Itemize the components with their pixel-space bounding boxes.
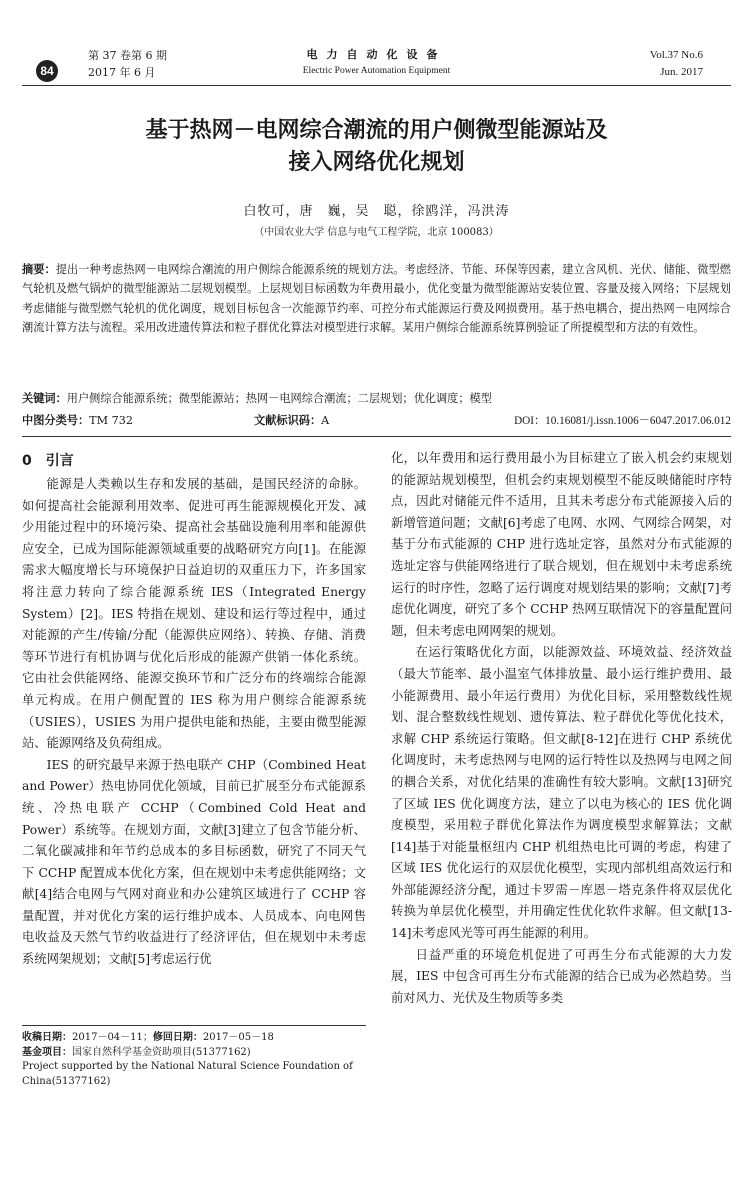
fund-line (22, 1046, 366, 1061)
clc-label: 中图分类号： (22, 414, 90, 427)
abstract-label: 摘要： (22, 263, 56, 276)
revised-date: 2017－05－18 (202, 1032, 274, 1043)
clc-code (22, 412, 133, 430)
fund-cn: 国家自然科学基金资助项目(51377162) (72, 1046, 251, 1058)
fund-en: Project supported by the National Natural Science Foundation of China(51377162) (22, 1061, 353, 1087)
journal-name-en: Electric Power Automation Equipment (302, 66, 451, 76)
paragraph: 日益严重的环境危机促进了可再生分布式能源的大力发展，IES 中包含可再生分布式能源的结合已成为必然趋势。当前对风力、光伏及生物质等多类 (391, 947, 732, 1005)
fund-label: 基金项目： (22, 1046, 72, 1058)
footnote-divider (22, 1025, 366, 1026)
title-line-2: 接入网络优化规划 (288, 150, 465, 175)
affiliation: （中国农业大学 信息与电气工程学院，北京 100083） (254, 227, 499, 238)
abstract-text: 提出一种考虑热网－电网综合潮流的用户侧综合能源系统的规划方法。考虑经济、节能、环保等因素，建立含风机、光伏、储能、微型燃气轮机及燃气锅炉的微型能源站二层规划模型。上层规划目标函数为年费用最小，优化变量为微型能源站安装位置、容量及接入网络；下层规划考虑储能与微型燃气轮机的优化调度，规划目标包含一次能源节约率、可控分布式能源运行费及网损费用。基于热电耦合，提出热网－电网综合潮流计算方法与流程。采用改进遗传算法和粒子群优化算法对模型进行求解。某用户侧综合能源系统算例验证了所提模型和方法的有效性。 (22, 263, 731, 335)
paragraph: 在运行策略优化方面，以能源效益、环境效益、经济效益（最大节能率、最小温室气体排放量、最小运行维护费用、最小能源费用、最小年运行费用）为优化目标，采用整数线性规划、混合整数线性规划、遗传算法、粒子群优化等优化技术，求解 CHP 系统运行策略。但文献[8-12]在进行 CHP 系统优化调度时，未考虑热网与电网的运行特性以及热网与电网之间的耦合关系，对优化结果的准确性有较大影响。文献[13]研究了区域 IES 优化调度方法，建立了以电为核心的 IES 优化调度模型，采用粒子群优化算法作为调度模型求解算法；文献[14]基于对能量枢纽内 CHP 机组热电比可调的考虑，构建了区域 IES 优化运行的双层优化模型，实现内部机组高效运行和外部能源经济分配，通过卡罗需－库恩－塔克条件将双层优化转换为单层优化模型，并用确定性优化软件求解。但文献[13-14]未考虑风光等可再生能源的利用。 (391, 645, 732, 941)
keywords (22, 390, 731, 408)
header-journal (250, 46, 503, 80)
date-en: Jun. 2017 (660, 66, 703, 78)
section-heading: 0 引言 (22, 453, 74, 469)
paper-title (22, 115, 731, 179)
doi: DOI：10.16081/j.issn.1006－6047.2017.06.012 (514, 415, 731, 427)
abstract (22, 260, 731, 338)
keywords-text: 用户侧综合能源系统；微型能源站；热网－电网综合潮流；二层规划；优化调度；模型 (66, 392, 492, 405)
volume-issue-cn: 第 37 卷第 6 期 (88, 49, 167, 62)
keywords-label: 关键词： (22, 392, 67, 405)
header-divider (22, 85, 731, 86)
title-line-1: 基于热网－电网综合潮流的用户侧微型能源站及 (145, 118, 608, 143)
right-column (391, 448, 732, 1009)
header-left (88, 47, 167, 81)
received-label: 收稿日期： (22, 1032, 72, 1043)
date-cn: 2017 年 6 月 (88, 66, 156, 79)
received-date: 2017－04－11； (72, 1032, 153, 1043)
doc-label: 文献标识码： (254, 414, 322, 427)
footnote (22, 1031, 366, 1089)
clc-value: TM 732 (89, 414, 133, 427)
page-number-badge: 84 (36, 60, 58, 82)
journal-name-cn: 电力自动化设备 (306, 48, 447, 61)
document-code (254, 412, 329, 430)
volume-issue-en: Vol.37 No.6 (649, 49, 703, 61)
paragraph: 能源是人类赖以生存和发展的基础，是国民经济的命脉。如何提高社会能源利用效率、促进可再生能源规模化开发、减少用能过程中的环境污染、提高社会基础设施利用率和能源供应安全，已成为国际能源领域重要的战略研究方向[1]。在能源需求大幅度增长与环境保护日益迫切的双重压力下，许多国家将注意力转向了综合能源系统 IES（Integrated Energy System）[2]。IES 特指在规划、建设和运行等过程中，通过对能源的产生/传输/分配（能源供应网络）、转换、存储、消费等环节进行有机协调与优化后形成的能源产供销一体化系统。它由社会供能网络、能源交换环节和广泛分布的终端综合能源单元构成。在用户侧配置的 IES 称为用户侧综合能源系统（USIES），USIES 为用户提供电能和热能，主要由微型能源站、能源网络及负荷组成。 (22, 477, 366, 751)
header-right (650, 47, 703, 81)
abstract-divider (22, 436, 731, 437)
dates-line (22, 1031, 366, 1046)
revised-label: 修回日期： (152, 1032, 203, 1043)
paragraph: IES 的研究最早来源于热电联产 CHP（Combined Heat and Power）热电协同优化领域，目前已扩展至分布式能源系统、冷热电联产 CCHP（Combined Cold Heat and Power）系统等。在规划方面，文献[3]建立了包含节能分析、二氧化碳减排和年节约总成本的多目标函数，研究了不同天气下 CCHP 配置成本优化方案，但在规划中未考虑供能网络；文献[4]结合电网与气网对商业和办公建筑区域进行了 CCHP 容量配置，并对优化方案的运行维护成本、人员成本、向电网售电收益及天然气节约收益进行了经济评估，但在规划中未考虑系统网架规划；文献[5]考虑运行优 (22, 757, 366, 967)
doc-value: A (321, 414, 330, 427)
left-column (22, 448, 366, 971)
paragraph: 化，以年费用和运行费用最小为目标建立了嵌入机会约束规划的能源站规划模型，但机会约束规划模型不能反映储能时序特点，因此对储能元件不适用，且其未考虑分布式能源接入后的新增管道问题；文献[6]考虑了电网、水网、气网综合网架，对基于分布式能源的 CHP 进行选址定容，虽然对分布式能源的选址定容与供能网络进行了联合规划，但在规划中未考虑系统运行的时序性，忽略了运行调度对规划结果的影响；文献[7]考虑优化调度，研究了多个 CCHP 热网互联情况下的容量配置问题，但未考虑电网网架的规划。 (391, 451, 732, 638)
authors: 白牧可，唐 巍，吴 聪，徐鸥洋，冯洪涛 (243, 204, 510, 219)
